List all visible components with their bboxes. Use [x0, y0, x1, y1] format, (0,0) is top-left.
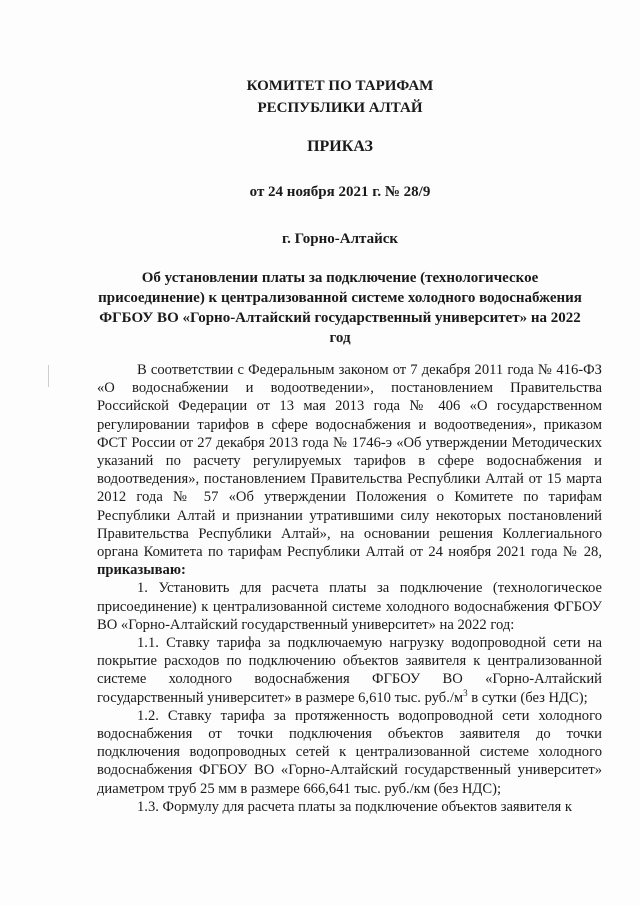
- item-1: 1. Установить для расчета платы за подключение (технологическое присоединение) к централизованной системе холодного водоснабжения ФГБОУ ВО «Горно-Алтайский государственный университет» на 2022 год:: [97, 580, 602, 633]
- org-name-line1: КОМИТЕТ ПО ТАРИФАМ: [246, 78, 434, 94]
- item-1-2: 1.2. Ставку тарифа за протяженность водопроводной сети холодного водоснабжения от точки подключения объектов заявителя до точки подключения водопроводных сетей к централизованной системе холодного водоснабжения ФГБОУ ВО «Горно-Алтайский государственный университет» диаметром труб 25 мм в размере 666,641 тыс. руб./км (без НДС);: [97, 707, 602, 797]
- doc-subject: Об установлении платы за подключение (технологическое присоединение) к централизованной системе холодного водоснабжения ФГБОУ ВО «Горно-Алтайский государственный университет» на 2022 год: [98, 270, 582, 346]
- org-name-line2: РЕСПУБЛИКИ АЛТАЙ: [257, 100, 423, 116]
- doc-type-title: ПРИКАЗ: [307, 138, 373, 155]
- item-1-3: 1.3. Формулу для расчета платы за подключение объектов заявителя к: [137, 798, 572, 815]
- preamble-text: В соответствии с Федеральным законом от 7 декабря 2011 года № 416-ФЗ «О водоснабжении и водоотведении», постановлением Правительства Российской Федерации от 13 мая 2013 года № 406 «О государственном регулировании тарифов в сфере водоснабжения и водоотведения», приказом ФСТ России от 27 декабря 2013 года № 1746-э «Об утверждении Методических указаний по расчету регулируемых тарифов в сфере водоснабжения и водоотведения», постановлением Правительства Республики Алтай от 15 марта 2012 года № 57 «Об утверждении Положения о Комитете по тарифам Республики Алтай и признании утратившими силу некоторых постановлений Правительства Республики Алтай», на основании решения Коллегиального органа Комитета по тарифам Республики Алтай от 24 ноября 2021 года № 28,: [97, 362, 602, 561]
- item-1-1-text: 1.1. Ставку тарифа за подключаемую нагрузку водопроводной сети на покрытие расходов по подключению объектов заявителя к централизованной системе холодного водоснабжения ФГБОУ ВО «Горно-Алтайский государственный университет» в размере 6,610 тыс. руб./м: [97, 635, 602, 706]
- item-1-1-tail: в сутки (без НДС);: [467, 689, 588, 706]
- preamble-paragraph: [97, 361, 602, 579]
- scan-mark: [48, 365, 49, 387]
- orders-word: приказываю:: [97, 562, 186, 579]
- cubic-superscript: 3: [463, 687, 468, 698]
- doc-city: г. Горно-Алтайск: [281, 231, 399, 247]
- item-1-1: [97, 634, 602, 707]
- doc-date-number: от 24 ноября 2021 г. № 28/9: [249, 184, 431, 200]
- doc-body: [97, 361, 602, 816]
